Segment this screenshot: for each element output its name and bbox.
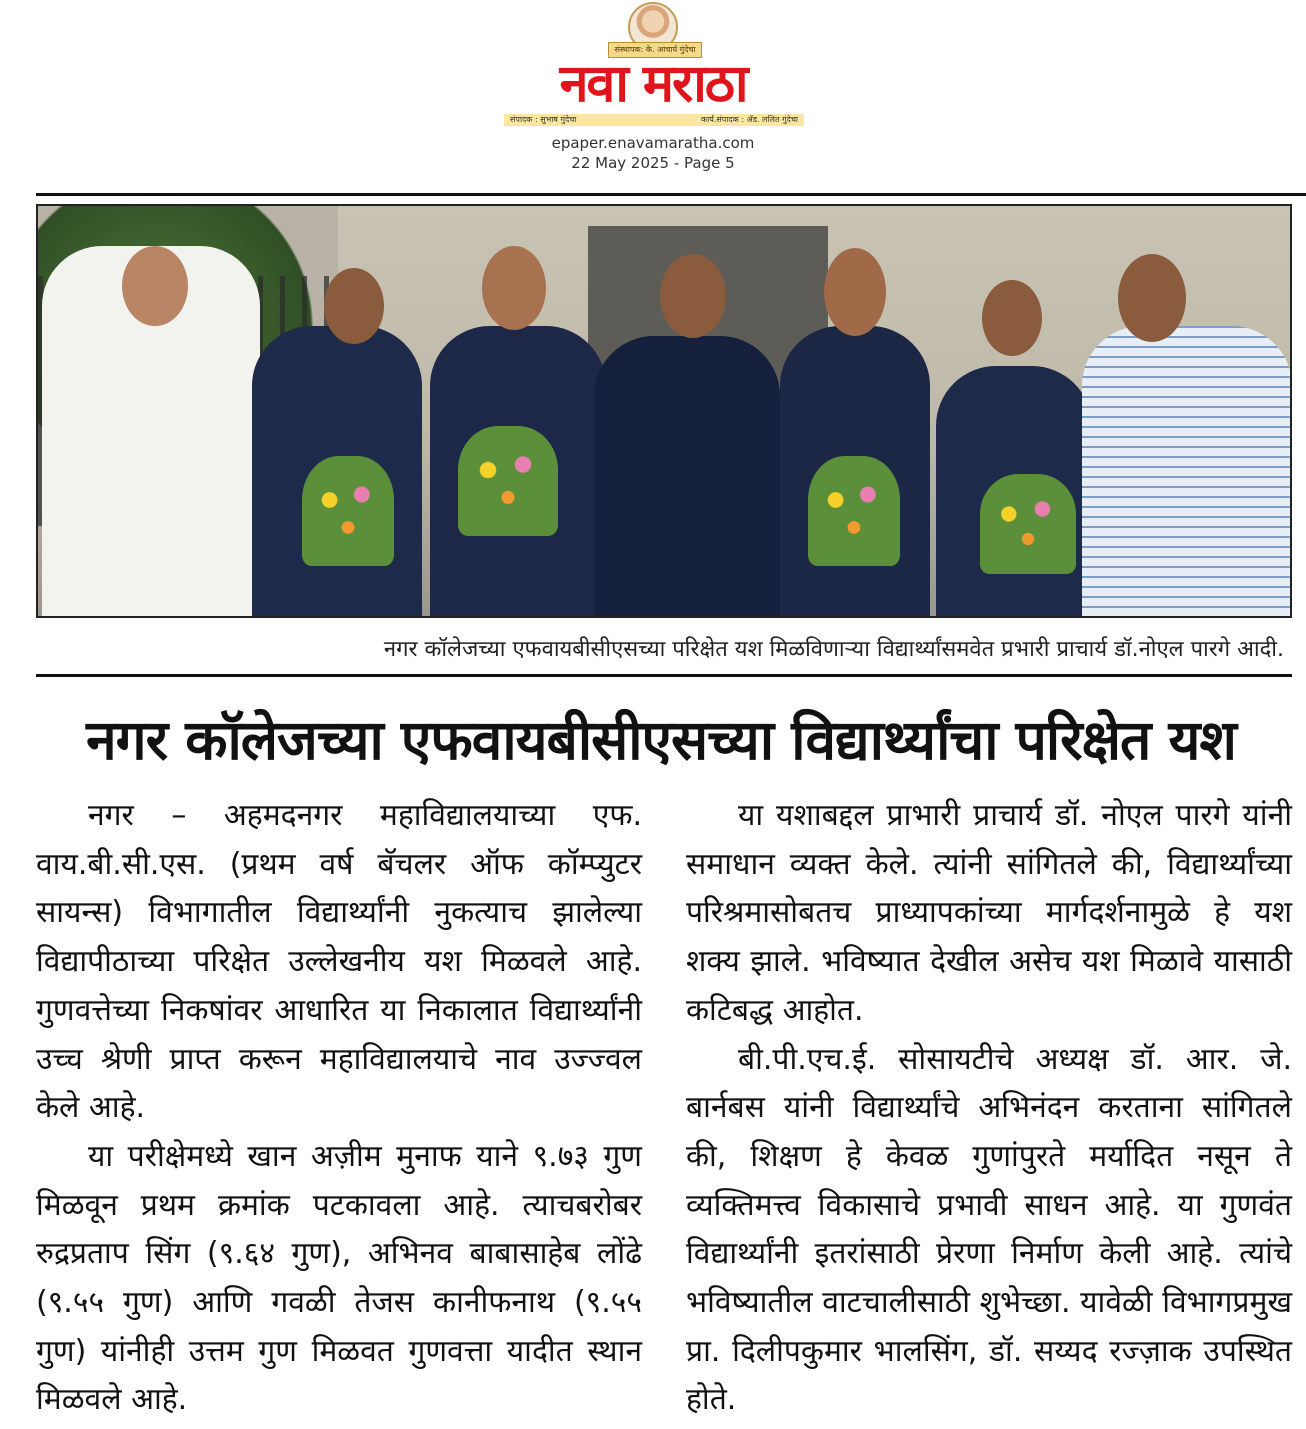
person-4-head [660,254,726,338]
person-3-head [482,246,546,330]
bouquet-4 [980,474,1076,574]
newspaper-logo: नवा मराठा [559,54,747,114]
article-headline: नगर कॉलेजच्या एफवायबीसीएसच्या विद्यार्थ्यांचा परिक्षेत यश [86,708,1236,772]
person-7 [1082,326,1292,616]
date-page: 22 May 2025 - Page 5 [571,154,735,172]
person-6-head [982,280,1042,356]
editor-credit: संपादक : सुभाष गुंदेचा [510,115,577,124]
paragraph: या यशाबद्दल प्राभारी प्राचार्य डॉ. नोएल पारगे यांनी समाधान व्यक्त केले. त्यांनी सांगितले की, विद्यार्थ्यांच्या परिश्रमासोबतच प्राध्यापकांच्या मार्गदर्शनामुळे हे यश शक्य झाले. भविष्यात देखील असेच यश मिळावे यासाठी कटिबद्ध आहोत. [686,798,1292,1028]
person-2-head [324,268,384,344]
article-column-left [36,792,642,1425]
paragraph: या परीक्षेमध्ये खान अज़ीम मुनाफ याने ९.७३ गुण मिळवून प्रथम क्रमांक पटकावला आहे. त्याचबरोबर रुद्रप्रताप सिंग (९.६४ गुण), अभिनव बाबासाहेब लोंढे (९.५५ गुण) आणि गवळी तेजस कानीफनाथ (९.५५ गुण) यांनीही उत्तम गुण मिळवत गुणवत्ता यादीत स्थान मिळवले आहे. [36,1138,642,1418]
exec-editor-credit: कार्य.संपादक : ॲड. ललित गुंदेचा [700,115,798,124]
person-1-head [122,246,188,326]
photo-caption: नगर कॉलेजच्या एफवायबीसीएसच्या परिक्षेत यश मिळविणाऱ्या विद्यार्थ्यांसमवेत प्रभारी प्राचार्य डॉ.नोएल पारगे आदी. [383,637,1284,662]
masthead [0,0,1306,190]
person-5-head [824,248,886,336]
bouquet-3 [808,456,900,566]
bouquet-1 [302,456,394,566]
caption-rule [36,674,1292,677]
article-photo [36,204,1292,618]
epaper-url[interactable]: epaper.enavamaratha.com [551,134,755,152]
top-rule [36,193,1306,196]
portrait-ribbon: संस्थापक: के. आचार्य गुंदेचा [608,42,702,58]
paragraph: नगर – अहमदनगर महाविद्यालयाच्या एफ. वाय.बी.सी.एस. (प्रथम वर्ष बॅचलर ऑफ कॉम्प्युटर सायन्स) विभागातील विद्यार्थ्यांनी नुकत्याच झालेल्या विद्यापीठाच्या परिक्षेत उल्लेखनीय यश मिळवले आहे. गुणवत्तेच्या निकषांवर आधारित या निकालात विद्यार्थ्यांनी उच्च श्रेणी प्राप्त करून महाविद्यालयाचे नाव उज्ज्वल केले आहे. [36,798,642,1126]
article-column-right [686,792,1292,1425]
bouquet-2 [458,426,558,536]
masthead-subline [504,114,804,126]
paragraph: बी.पी.एच.ई. सोसायटीचे अध्यक्ष डॉ. आर. जे. बार्नबस यांनी विद्यार्थ्यांचे अभिनंदन करताना सांगितले की, शिक्षण हे केवळ गुणांपुरते मर्यादित नसून ते व्यक्तिमत्त्व विकासाचे प्रभावी साधन आहे. या गुणवंत विद्यार्थ्यांनी इतरांसाठी प्रेरणा निर्माण केली आहे. त्यांचे भविष्यातील वाटचालीसाठी शुभेच्छा. यावेळी विभागप्रमुख प्रा. दिलीपकुमार भालसिंग, डॉ. सय्यद रज्ज़ाक उपस्थित होते. [686,1041,1292,1418]
person-4 [594,336,780,616]
person-7-head [1118,254,1186,342]
